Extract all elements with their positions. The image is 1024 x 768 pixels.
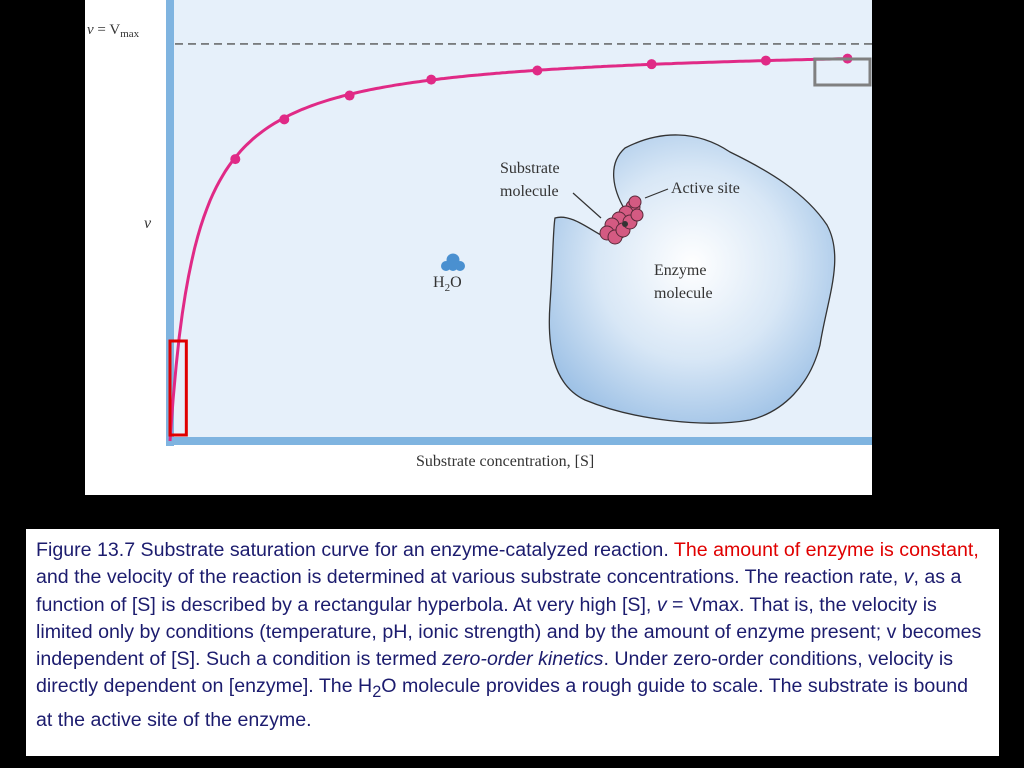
caption-highlight: The amount of enzyme is constant,: [673, 539, 979, 561]
substrate-label-line1: Substrate: [500, 160, 560, 177]
data-point: [647, 59, 657, 69]
active-site-label: Active site: [671, 180, 740, 197]
caption-part4: . Under zero-order conditions, velocity is directly dependent on [enzyme]. The H: [36, 648, 954, 698]
vmax-label: $v = V_{max}$: [87, 22, 140, 40]
caption-zero-order-term: zero-order kinetics: [442, 648, 604, 671]
x-axis: [166, 437, 872, 445]
data-point: [345, 91, 355, 101]
water-label: $H_2O$: [433, 274, 462, 294]
caption-v-symbol: v: [903, 566, 914, 589]
enzyme-label-line2: molecule: [654, 285, 713, 302]
caption-part1: and the velocity of the reaction is determined at various substrate concentrations. The reaction rate,: [36, 566, 904, 589]
substrate-label-line2: molecule: [500, 183, 559, 200]
data-point: [279, 114, 289, 124]
caption-part2: , as a function of [S] is described by a rectangular hyperbola. At very high [S],: [36, 566, 962, 616]
caption-v-symbol-2: v: [656, 593, 667, 616]
caption-part3: = Vmax. That is, the velocity is limited only by conditions (temperature, pH, ionic strength) and by the amount of enzyme present; v becomes independent of [S]. Such a condition is termed: [36, 593, 982, 671]
caption-part5: O molecule provides a rough guide to scale. The substrate is bound at the active site of the enzyme.: [36, 675, 969, 731]
figure-caption: [26, 529, 999, 756]
y-axis-label: v: [144, 215, 152, 232]
figure-panel: [85, 0, 872, 495]
data-point: [230, 154, 240, 164]
data-point: [426, 75, 436, 85]
caption-subscript: 2: [372, 683, 382, 702]
caption-prefix: Figure 13.7 Substrate saturation curve for an enzyme-catalyzed reaction.: [36, 539, 674, 561]
saturation-chart: [85, 0, 872, 495]
x-axis-label: Substrate concentration, [S]: [416, 453, 595, 470]
data-point: [532, 66, 542, 76]
enzyme-label-line1: Enzyme: [654, 262, 707, 279]
data-point: [761, 56, 771, 66]
